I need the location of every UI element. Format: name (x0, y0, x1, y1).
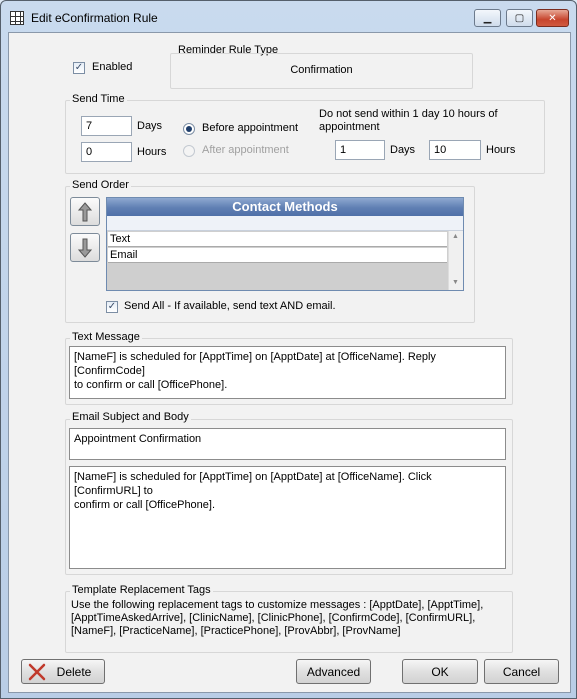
send-days-label: Days (137, 120, 163, 132)
do-not-send-days-label: Days (390, 144, 416, 156)
text-message-label: Text Message (72, 331, 140, 343)
tags-label: Template Replacement Tags (72, 584, 211, 596)
grid-column-header (107, 216, 463, 231)
dialog-body (8, 32, 571, 693)
arrow-down-icon (78, 238, 92, 258)
ok-button[interactable]: OK (402, 659, 478, 684)
window-title: Edit eConfirmation Rule (31, 11, 158, 25)
list-item[interactable]: Text (108, 232, 447, 247)
send-all-checkbox[interactable] (106, 301, 118, 313)
delete-label: Delete (56, 664, 92, 679)
tags-text: Use the following replacement tags to customize messages : [ApptDate], [ApptTime], [ApptTimeAskedArrive], [ClinicName], [ClinicPhone], [ConfirmCode], [ConfirmURL], [NameF], [PracticeName], [PracticePhone], [ProvAbbr], [ProvName] (71, 599, 484, 637)
move-down-button[interactable] (70, 233, 100, 262)
arrow-up-icon (78, 202, 92, 222)
do-not-send-days-input[interactable]: 1 (335, 140, 385, 160)
maximize-icon: ▢ (514, 12, 525, 24)
reminder-rule-type-value: Confirmation (290, 64, 353, 76)
after-appointment-label: After appointment (202, 144, 289, 156)
contact-methods-title: Contact Methods (107, 198, 463, 216)
after-appointment-radio[interactable] (183, 145, 195, 157)
send-all-label: Send All - If available, send text AND email. (124, 300, 336, 312)
enabled-label: Enabled (92, 61, 133, 73)
email-label: Email Subject and Body (72, 411, 189, 423)
x-delete-icon (28, 663, 46, 681)
scroll-down-icon[interactable]: ▼ (452, 279, 459, 286)
do-not-send-hours-label: Hours (486, 144, 516, 156)
before-appointment-label: Before appointment (202, 122, 299, 134)
close-icon: ✕ (548, 12, 557, 24)
do-not-send-hours-input[interactable]: 10 (429, 140, 481, 160)
close-button[interactable] (536, 9, 569, 27)
minimize-icon: ▁ (483, 12, 492, 24)
list-item[interactable]: Email (108, 248, 447, 263)
contact-methods-grid[interactable] (106, 197, 464, 291)
grid-icon (10, 11, 24, 25)
enabled-checkbox[interactable] (73, 62, 85, 74)
do-not-send-label: Do not send within 1 day 10 hours of appointment (319, 108, 498, 133)
send-hours-input[interactable]: 0 (81, 142, 132, 162)
text-message-textarea[interactable]: [NameF] is scheduled for [ApptTime] on [ApptDate] at [OfficeName]. Reply [ConfirmCode] to confirm or call [OfficePhone]. (69, 346, 506, 399)
send-time-label: Send Time (72, 93, 125, 105)
before-appointment-radio[interactable] (183, 123, 195, 135)
move-up-button[interactable] (70, 197, 100, 226)
title-bar[interactable] (1, 1, 576, 33)
check-icon: ✓ (107, 301, 117, 312)
send-days-input[interactable]: 7 (81, 116, 132, 136)
maximize-button[interactable] (506, 9, 533, 27)
check-icon: ✓ (74, 62, 84, 73)
email-subject-field[interactable]: Appointment Confirmation (69, 428, 506, 460)
email-body-textarea[interactable]: [NameF] is scheduled for [ApptTime] on [ApptDate] at [OfficeName]. Click [ConfirmURL] to confirm or call [OfficePhone]. (69, 466, 506, 569)
advanced-button[interactable]: Advanced (296, 659, 371, 684)
scroll-up-icon[interactable]: ▲ (452, 233, 459, 240)
grid-scrollbar[interactable] (448, 231, 463, 290)
minimize-button[interactable] (474, 9, 501, 27)
send-hours-label: Hours (137, 146, 167, 158)
reminder-rule-type-label: Reminder Rule Type (178, 44, 279, 56)
send-order-label: Send Order (72, 179, 129, 191)
cancel-button[interactable]: Cancel (484, 659, 559, 684)
delete-button[interactable] (21, 659, 105, 684)
